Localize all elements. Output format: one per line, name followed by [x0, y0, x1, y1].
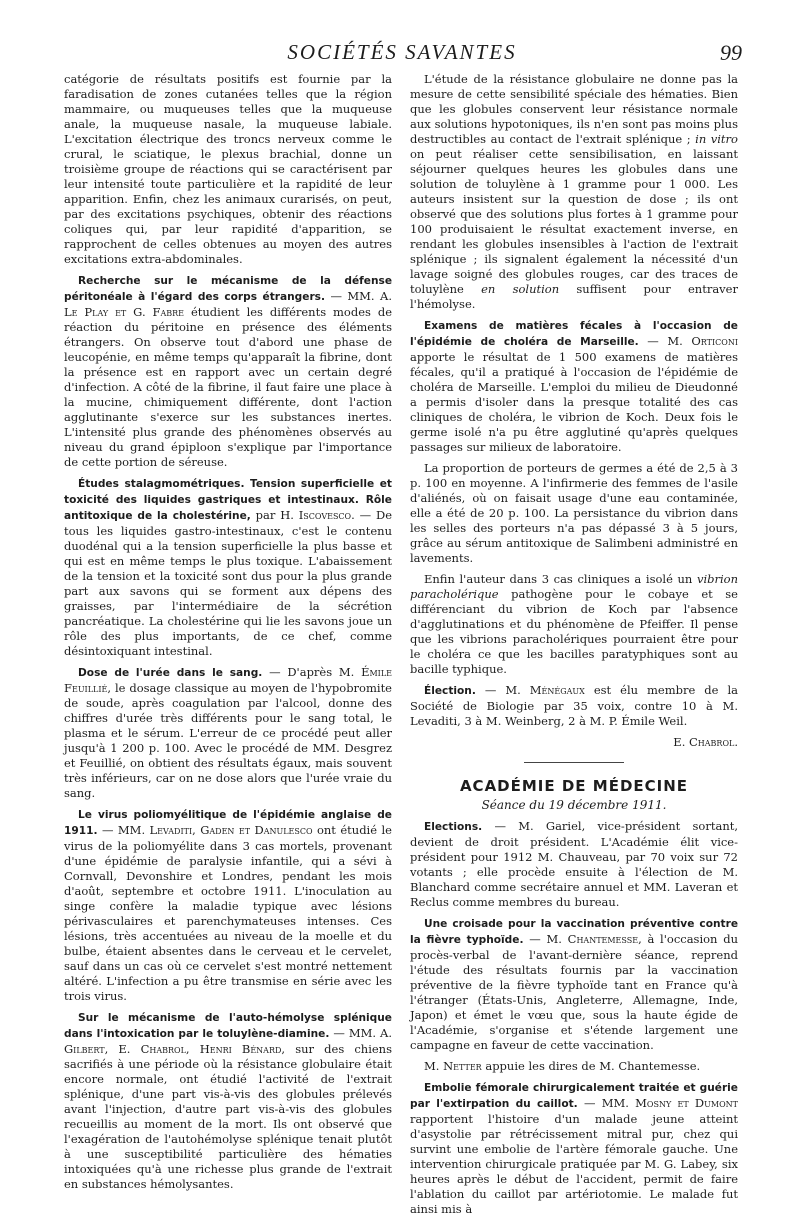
author-names: Mosny et Dumont	[635, 1096, 738, 1110]
section-elections: Elections. — M. Gariel, vice-président sortant, devient de droit président. L'Académie élit vice-président pour 1912 M. Chauveau, par 70 voix sur 72 votants ; elle procède ensuite à l'élection de M. Blanchard comme secrétaire annuel et MM. Laveran et Reclus comme membres du bureau.	[410, 819, 738, 909]
section-embolie: Embolie fémorale chirurgicalement traitée et guérie par l'extirpation du caillot. — MM. Mosny et Dumont rapportent l'histoire d'un malade jeune atteint d'asystolie par rétrécissement mitral pur, chez qui survint une embolie de l'artère fémorale gauche. Une intervention chirurgicale pratiquée par M. G. Labey, six heures après le début de l'accident, permit de faire l'ablation du caillot par artériotomie. Le malade fut ainsi mis à	[410, 1082, 738, 1216]
running-title: SOCIÉTÉS SAVANTES	[287, 40, 517, 64]
section-election: Élection. — M. Ménégaux est élu membre de la Société de Biologie par 35 voix, contre 10 à M. Levaditi, 3 à M. Weinberg, 2 à M. P. Émile Weil.	[410, 683, 738, 728]
paragraph: M. Netter appuie les dires de M. Chantemesse.	[424, 1059, 701, 1073]
academy-heading: ACADÉMIE DE MÉDECINE	[459, 777, 689, 795]
author-names: A. Le Play et G. Fabre	[64, 289, 392, 319]
paragraph: L'étude de la résistance globulaire ne donne pas la mesure de cette sensibilité spéciale des hématies. Bien que les globules conservent leur résistance normale aux solutions hypotoniques, ils n'en sont pas moins plus destructibles au contact de l'extrait splénique ; in vitro on peut réaliser cette sensibilisation, en laissant séjourner quelques heures les globules dans une solution de toluylène à 1 gramme pour 1 000. Les auteurs insistent sur la question de dose ; ils ont observé que des solutions plus fortes à 1 gramme pour 100 produisaient le résultat exactement inverse, en rendant les globules insensibles à l'action de l'extrait splénique ; ils signalent également la nécessité d'un lavage soigné des globules rouges, car des traces de toluylène en solution suffisent pour entraver l'hémolyse.	[410, 72, 738, 311]
author-names: Iscovesco	[298, 508, 352, 522]
section-heading: Élection.	[424, 685, 476, 697]
seance-date: Séance du 19 décembre 1911.	[481, 798, 667, 812]
section-heading: Le virus poliomyélitique de l'épidémie anglaise de 1911.	[64, 809, 392, 837]
section-heading: Recherche sur le mécanisme de la défense péritonéale à l'égard des corps étrangers.	[64, 275, 392, 303]
page-header	[62, 40, 742, 70]
page-number: 99	[720, 40, 742, 65]
section-divider	[524, 762, 624, 763]
section-heading: Embolie fémorale chirurgicalement traitée et guérie par l'extirpation du caillot.	[410, 1082, 738, 1110]
paragraph: catégorie de résultats positifs est fournie par la faradisation de zones cutanées telles que la région mammaire, ou muqueuses telles que la muqueuse anale, la muqueuse nasale, la muqueuse labiale. L'excitation électrique des troncs nerveux comme le crural, le sciatique, le plexus brachial, donne un troisième groupe de réactions qui se caractérisent par leur intensité toute particulière et la rapidité de leur apparition. Enfin, chez les animaux curarisés, on peut, par des excitations psychiques, obtenir des réactions coliques qui, par leur rapidité d'apparition, se rapprochent de celles obtenues au moyen des autres excitations extra-abdominales.	[64, 72, 392, 266]
section-auto-hemolyse: Sur le mécanisme de l'auto-hémolyse splénique dans l'intoxication par le toluylène-diamine. — MM. A. Gilbert, E. Chabrol, Henri Bénard, sur des chiens sacrifiés à une période où la résistance globulaire était encore normale, ont étudié l'activité de l'extrait splénique, d'une part vis-à-vis des globules prélevés avant l'injection, d'autre part vis-à-vis des globules recueillis au moment de la mort. Ils ont observé que l'exagération de l'autohémolyse splénique tenait plutôt à une susceptibilité particulière des hématies intoxiquées qu'à une richesse plus grande de l'extrait en substances hémolysantes.	[64, 1012, 392, 1191]
section-heading: Sur le mécanisme de l'auto-hémolyse splénique dans l'intoxication par le toluylène-diamine.	[64, 1012, 392, 1040]
author-names: Émile Feuillié	[64, 665, 392, 695]
author-names: Orticoni	[691, 334, 738, 348]
paragraph: Enfin l'auteur dans 3 cas cliniques a isolé un vibrion paracholérique pathogène pour le cobaye et se différenciant du vibrion de Koch par l'absence d'agglutinations et du phénomène de Pfeiffer. Il pense que les vibrions paracholériques pourraient être pour le choléra ce que les bacilles paratyphiques sont au bacille typhique.	[410, 572, 738, 676]
author-names: A. Gilbert, E. Chabrol, Henri Bénard	[64, 1026, 392, 1056]
signature: E. Chabrol.	[673, 735, 738, 749]
section-heading: Elections.	[424, 821, 483, 833]
section-heading: Études stalagmométriques. Tension superficielle et toxicité des liquides gastriques et intestinaux. Rôle antitoxique de la cholestérine,	[64, 478, 392, 522]
section-stalagmometriques: Études stalagmométriques. Tension superficielle et toxicité des liquides gastriques et intestinaux. Rôle antitoxique de la cholestérine, par H. Iscovesco. — De tous les liquides gastro-intestinaux, c'est le contenu duodénal qui a la tension superficielle la plus basse et qui est en même temps le plus toxique. L'abaissement de la tension et la toxicité sont dus pour la plus grande part aux savons qui se forment aux dépens des graisses, par l'intermédiaire de la sécrétion pancréatique. La cholestérine qui lie les savons joue un rôle des plus importants, de ce chef, comme désintoxiquant intestinal.	[64, 478, 392, 658]
section-dose-uree: Dose de l'urée dans le sang. — D'après M. Émile Feuillié, le dosage classique au moyen de l'hypobromite de soude, après coagulation par l'alcool, donne des chiffres d'urée très différents pour le sang total, le plasma et le sérum. L'erreur de ce procédé peut aller jusqu'à 1 200 p. 100. Avec le procédé de MM. Desgrez et Feuillié, on obtient des résultats égaux, mais souvent très inférieurs, car on ne dose alors que l'urée vraie du sang.	[64, 665, 392, 800]
section-virus-poliomyelitique: Le virus poliomyélitique de l'épidémie anglaise de 1911. — MM. Levaditi, Gaden et Danulesco ont étudié le virus de la poliomyélite dans 3 cas mortels, provenant d'une épidémie de paralysie infantile, qui a sévi à Cornvall, Devonshire et Londres, pendant les mois d'août, septembre et octobre 1911. L'inoculation au singe confère la maladie typique avec lésions périvasculaires et parenchymateuses intenses. Ces lésions, très accentuées au niveau de la moelle et du bulbe, étaient absentes dans le cerveau et le cervelet, sauf dans un cas où ce cervelet s'est montré nettement altéré. L'infection a pu être transmise en série avec les trois virus.	[64, 809, 392, 1003]
section-matieres-fecales: Examens de matières fécales à l'occasion de l'épidémie de choléra de Marseille. — M. Orticoni apporte le résultat de 1 500 examens de matières fécales, qu'il a pratiqué à l'occasion de l'épidémie de choléra de Marseille. L'emploi du milieu de Dieudonné a permis d'isoler dans la presque totalité des cas cliniques de choléra, le vibrion de Koch. Deux fois le germe isolé n'a pu être agglutiné qu'après quelques passages sur milieux de laboratoire.	[410, 320, 738, 454]
section-heading: Dose de l'urée dans le sang.	[78, 667, 263, 679]
section-heading: Une croisade pour la vaccination préventive contre la fièvre typhoïde.	[410, 918, 738, 946]
left-column	[64, 72, 392, 1198]
section-heading: Examens de matières fécales à l'occasion de l'épidémie de choléra de Marseille.	[410, 320, 738, 348]
section-vaccination: Une croisade pour la vaccination préventive contre la fièvre typhoïde. — M. Chantemesse, à l'occasion du procès-verbal de l'avant-dernière séance, reprend l'étude des résultats fournis par la vaccination préventive de la fièvre typhoïde tant en France qu'à l'étranger (États-Unis, Angleterre, Allemagne, Inde, Japon) et émet le vœu que, sous la haute égide de l'Académie, s'organise et s'étende largement une campagne en faveur de cette vaccination.	[410, 918, 738, 1052]
right-column	[410, 72, 738, 1223]
author-names: Netter	[443, 1059, 482, 1073]
paragraph: La proportion de porteurs de germes a été de 2,5 à 3 p. 100 en moyenne. A l'infirmerie des femmes de l'asile d'aliénés, où on faisait usage d'une eau contaminée, elle a été de 20 p. 100. La persistance du vibrion dans les selles des porteurs n'a pas dépassé 3 à 5 jours, grâce au sérum antitoxique de Salimbeni administré en lavements.	[410, 461, 738, 565]
author-names: Ménégaux	[529, 683, 585, 697]
author-names: Chantemesse	[567, 932, 639, 946]
author-names: Levaditi, Gaden et Danulesco	[149, 823, 313, 837]
section-recherche-peritoneale: Recherche sur le mécanisme de la défense péritonéale à l'égard des corps étrangers. — MM. A. Le Play et G. Fabre étudient les différents modes de réaction du péritoine en présence des éléments étrangers. On observe tout d'abord une phase de leucopénie, en même temps qu'apparaît la fibrine, dont la présence est en rapport avec un certain degré d'infection. A côté de la fibrine, il faut faire une place à la mucine, chimiquement différente, dont l'action agglutinante s'exerce sur les substances inertes. L'intensité plus grande des phénomènes observés au niveau du grand épiploon s'explique par l'importance de cette portion de séreuse.	[64, 275, 392, 469]
